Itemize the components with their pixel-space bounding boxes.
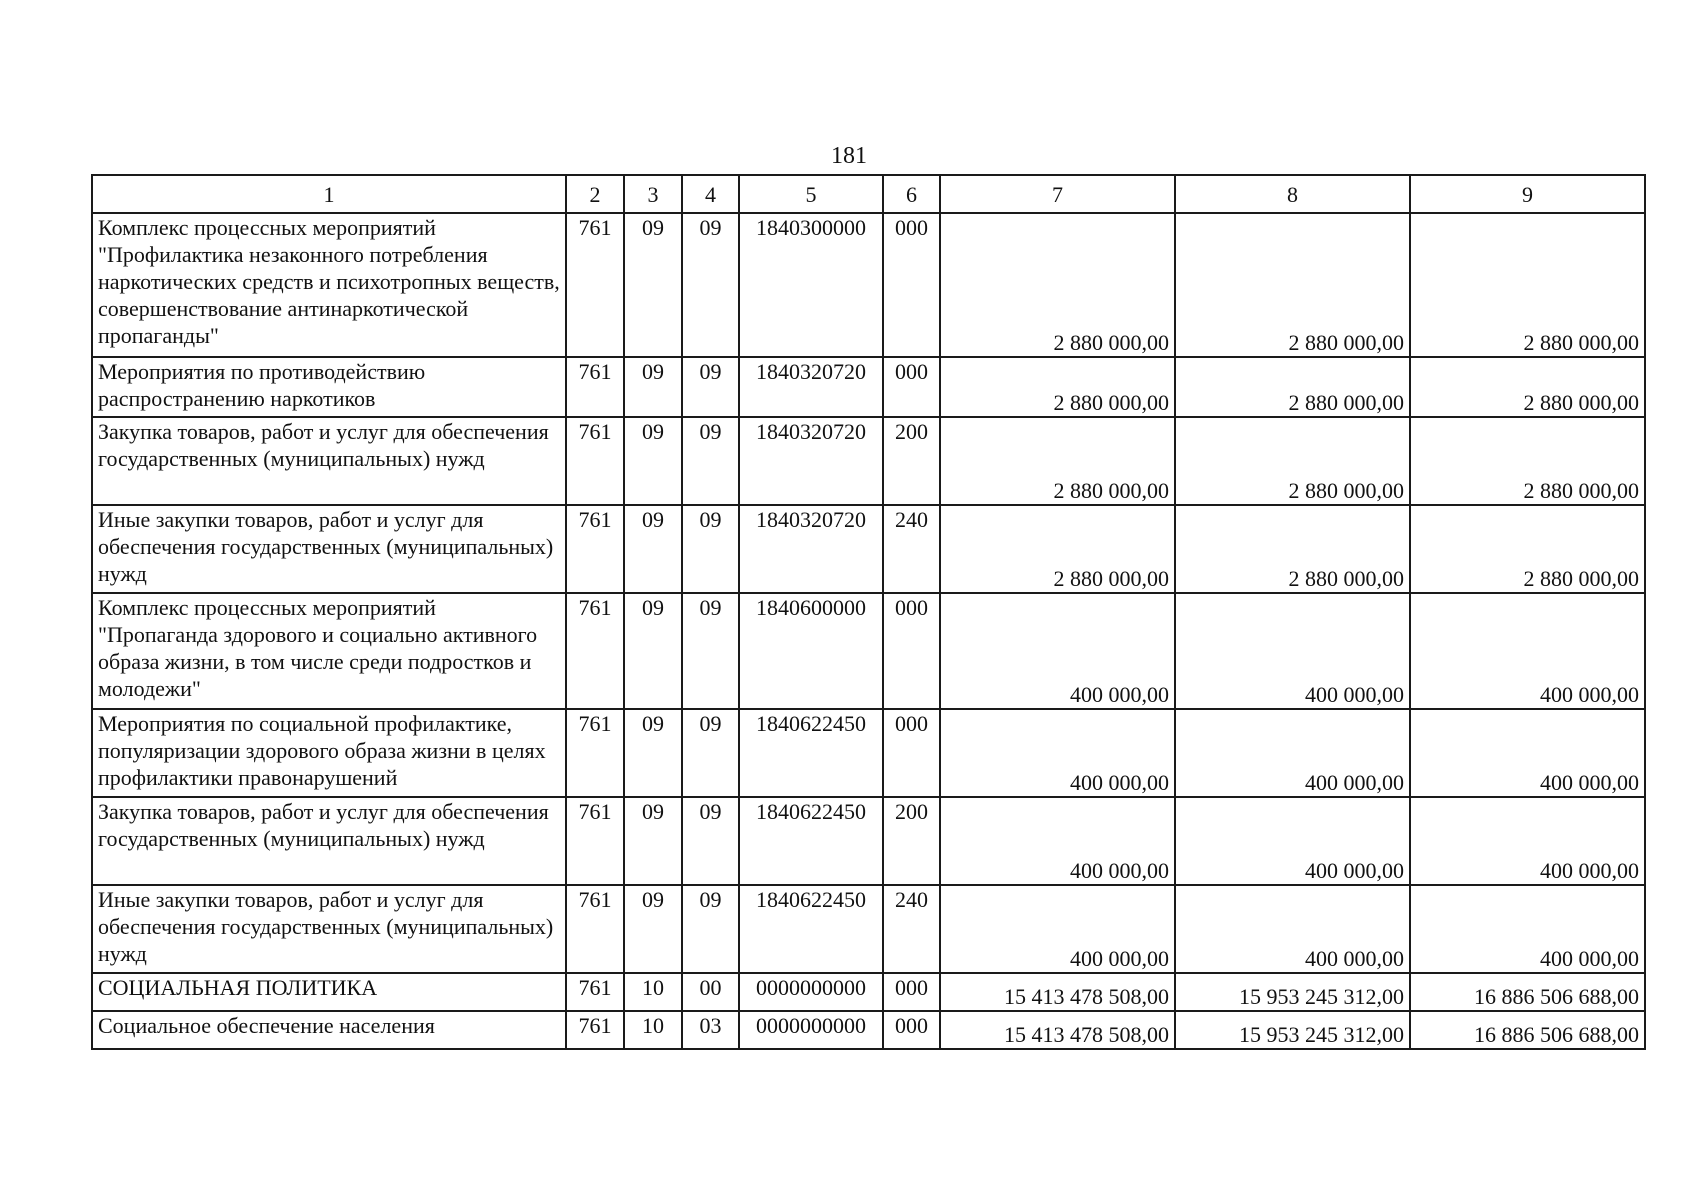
row-expense-type: 240 (883, 885, 940, 973)
row-expense-type: 200 (883, 417, 940, 505)
row-admin-code: 761 (566, 885, 624, 973)
row-name: Комплекс процессных мероприятий "Пропаганда здорового и социально активного образа жизни, в том числе среди подростков и молодежи" (92, 593, 566, 709)
row-target-article: 1840622450 (739, 797, 883, 885)
row-amount-col9: 400 000,00 (1410, 797, 1645, 885)
row-amount-col9: 16 886 506 688,00 (1410, 973, 1645, 1011)
row-amount-col7: 400 000,00 (940, 797, 1175, 885)
column-header: 2 (566, 175, 624, 213)
row-section-code: 09 (624, 593, 682, 709)
row-name: Социальное обеспечение населения (92, 1011, 566, 1049)
table-row (92, 709, 1645, 797)
row-name: СОЦИАЛЬНАЯ ПОЛИТИКА (92, 973, 566, 1011)
table-row (92, 973, 1645, 1011)
row-target-article: 1840622450 (739, 885, 883, 973)
column-header: 4 (682, 175, 739, 213)
row-section-code: 10 (624, 1011, 682, 1049)
row-section-code: 10 (624, 973, 682, 1011)
row-amount-col7: 400 000,00 (940, 593, 1175, 709)
row-amount-col9: 400 000,00 (1410, 593, 1645, 709)
row-expense-type: 000 (883, 973, 940, 1011)
row-expense-type: 000 (883, 593, 940, 709)
row-amount-col8: 2 880 000,00 (1175, 357, 1410, 417)
row-name: Мероприятия по социальной профилактике, популяризации здорового образа жизни в целях профилактики правонарушений (92, 709, 566, 797)
row-amount-col8: 2 880 000,00 (1175, 505, 1410, 593)
row-name: Закупка товаров, работ и услуг для обеспечения государственных (муниципальных) нужд (92, 417, 566, 505)
row-amount-col9: 2 880 000,00 (1410, 357, 1645, 417)
column-header: 3 (624, 175, 682, 213)
row-name: Иные закупки товаров, работ и услуг для обеспечения государственных (муниципальных) нужд (92, 885, 566, 973)
row-amount-col8: 15 953 245 312,00 (1175, 973, 1410, 1011)
row-admin-code: 761 (566, 505, 624, 593)
row-admin-code: 761 (566, 213, 624, 357)
table-row (92, 417, 1645, 505)
row-subsection-code: 09 (682, 357, 739, 417)
row-amount-col8: 400 000,00 (1175, 885, 1410, 973)
row-amount-col9: 2 880 000,00 (1410, 213, 1645, 357)
row-admin-code: 761 (566, 973, 624, 1011)
row-subsection-code: 09 (682, 709, 739, 797)
row-expense-type: 200 (883, 797, 940, 885)
row-amount-col7: 2 880 000,00 (940, 417, 1175, 505)
row-amount-col8: 15 953 245 312,00 (1175, 1011, 1410, 1049)
row-section-code: 09 (624, 417, 682, 505)
table-row (92, 885, 1645, 973)
column-header: 8 (1175, 175, 1410, 213)
row-expense-type: 000 (883, 709, 940, 797)
column-header: 1 (92, 175, 566, 213)
column-header: 6 (883, 175, 940, 213)
row-subsection-code: 09 (682, 885, 739, 973)
row-amount-col7: 2 880 000,00 (940, 213, 1175, 357)
page-number: 181 (831, 143, 867, 169)
row-amount-col7: 400 000,00 (940, 709, 1175, 797)
row-admin-code: 761 (566, 417, 624, 505)
row-target-article: 1840320720 (739, 505, 883, 593)
row-expense-type: 000 (883, 1011, 940, 1049)
row-amount-col8: 2 880 000,00 (1175, 417, 1410, 505)
row-target-article: 1840320720 (739, 357, 883, 417)
row-target-article: 1840320720 (739, 417, 883, 505)
table-row (92, 213, 1645, 357)
row-amount-col9: 2 880 000,00 (1410, 417, 1645, 505)
row-subsection-code: 09 (682, 797, 739, 885)
row-subsection-code: 09 (682, 213, 739, 357)
row-subsection-code: 00 (682, 973, 739, 1011)
column-header: 7 (940, 175, 1175, 213)
row-section-code: 09 (624, 709, 682, 797)
row-target-article: 0000000000 (739, 1011, 883, 1049)
row-amount-col7: 15 413 478 508,00 (940, 1011, 1175, 1049)
row-section-code: 09 (624, 885, 682, 973)
row-amount-col7: 2 880 000,00 (940, 357, 1175, 417)
row-target-article: 1840300000 (739, 213, 883, 357)
row-target-article: 1840622450 (739, 709, 883, 797)
table-row (92, 593, 1645, 709)
row-target-article: 0000000000 (739, 973, 883, 1011)
row-expense-type: 240 (883, 505, 940, 593)
row-expense-type: 000 (883, 213, 940, 357)
row-subsection-code: 09 (682, 593, 739, 709)
row-target-article: 1840600000 (739, 593, 883, 709)
row-amount-col9: 2 880 000,00 (1410, 505, 1645, 593)
table-row (92, 1011, 1645, 1049)
row-subsection-code: 09 (682, 417, 739, 505)
row-name: Мероприятия по противодействию распространению наркотиков (92, 357, 566, 417)
table-row (92, 357, 1645, 417)
budget-table (91, 174, 1646, 1050)
row-amount-col8: 400 000,00 (1175, 709, 1410, 797)
row-admin-code: 761 (566, 357, 624, 417)
row-admin-code: 761 (566, 1011, 624, 1049)
row-subsection-code: 03 (682, 1011, 739, 1049)
row-amount-col7: 2 880 000,00 (940, 505, 1175, 593)
row-name: Иные закупки товаров, работ и услуг для обеспечения государственных (муниципальных) нужд (92, 505, 566, 593)
table-row (92, 797, 1645, 885)
row-admin-code: 761 (566, 797, 624, 885)
row-section-code: 09 (624, 357, 682, 417)
column-header: 5 (739, 175, 883, 213)
row-section-code: 09 (624, 213, 682, 357)
row-amount-col9: 400 000,00 (1410, 885, 1645, 973)
row-amount-col8: 400 000,00 (1175, 593, 1410, 709)
column-header: 9 (1410, 175, 1645, 213)
table-row (92, 505, 1645, 593)
header-row (92, 175, 1645, 213)
row-name: Комплекс процессных мероприятий "Профилактика незаконного потребления наркотических средств и психотропных веществ, совершенствование антинаркотической пропаганды" (92, 213, 566, 357)
row-amount-col9: 16 886 506 688,00 (1410, 1011, 1645, 1049)
row-admin-code: 761 (566, 709, 624, 797)
row-section-code: 09 (624, 505, 682, 593)
row-amount-col7: 15 413 478 508,00 (940, 973, 1175, 1011)
row-section-code: 09 (624, 797, 682, 885)
row-amount-col8: 400 000,00 (1175, 797, 1410, 885)
row-expense-type: 000 (883, 357, 940, 417)
row-name: Закупка товаров, работ и услуг для обеспечения государственных (муниципальных) нужд (92, 797, 566, 885)
row-subsection-code: 09 (682, 505, 739, 593)
row-amount-col7: 400 000,00 (940, 885, 1175, 973)
row-amount-col9: 400 000,00 (1410, 709, 1645, 797)
row-amount-col8: 2 880 000,00 (1175, 213, 1410, 357)
row-admin-code: 761 (566, 593, 624, 709)
